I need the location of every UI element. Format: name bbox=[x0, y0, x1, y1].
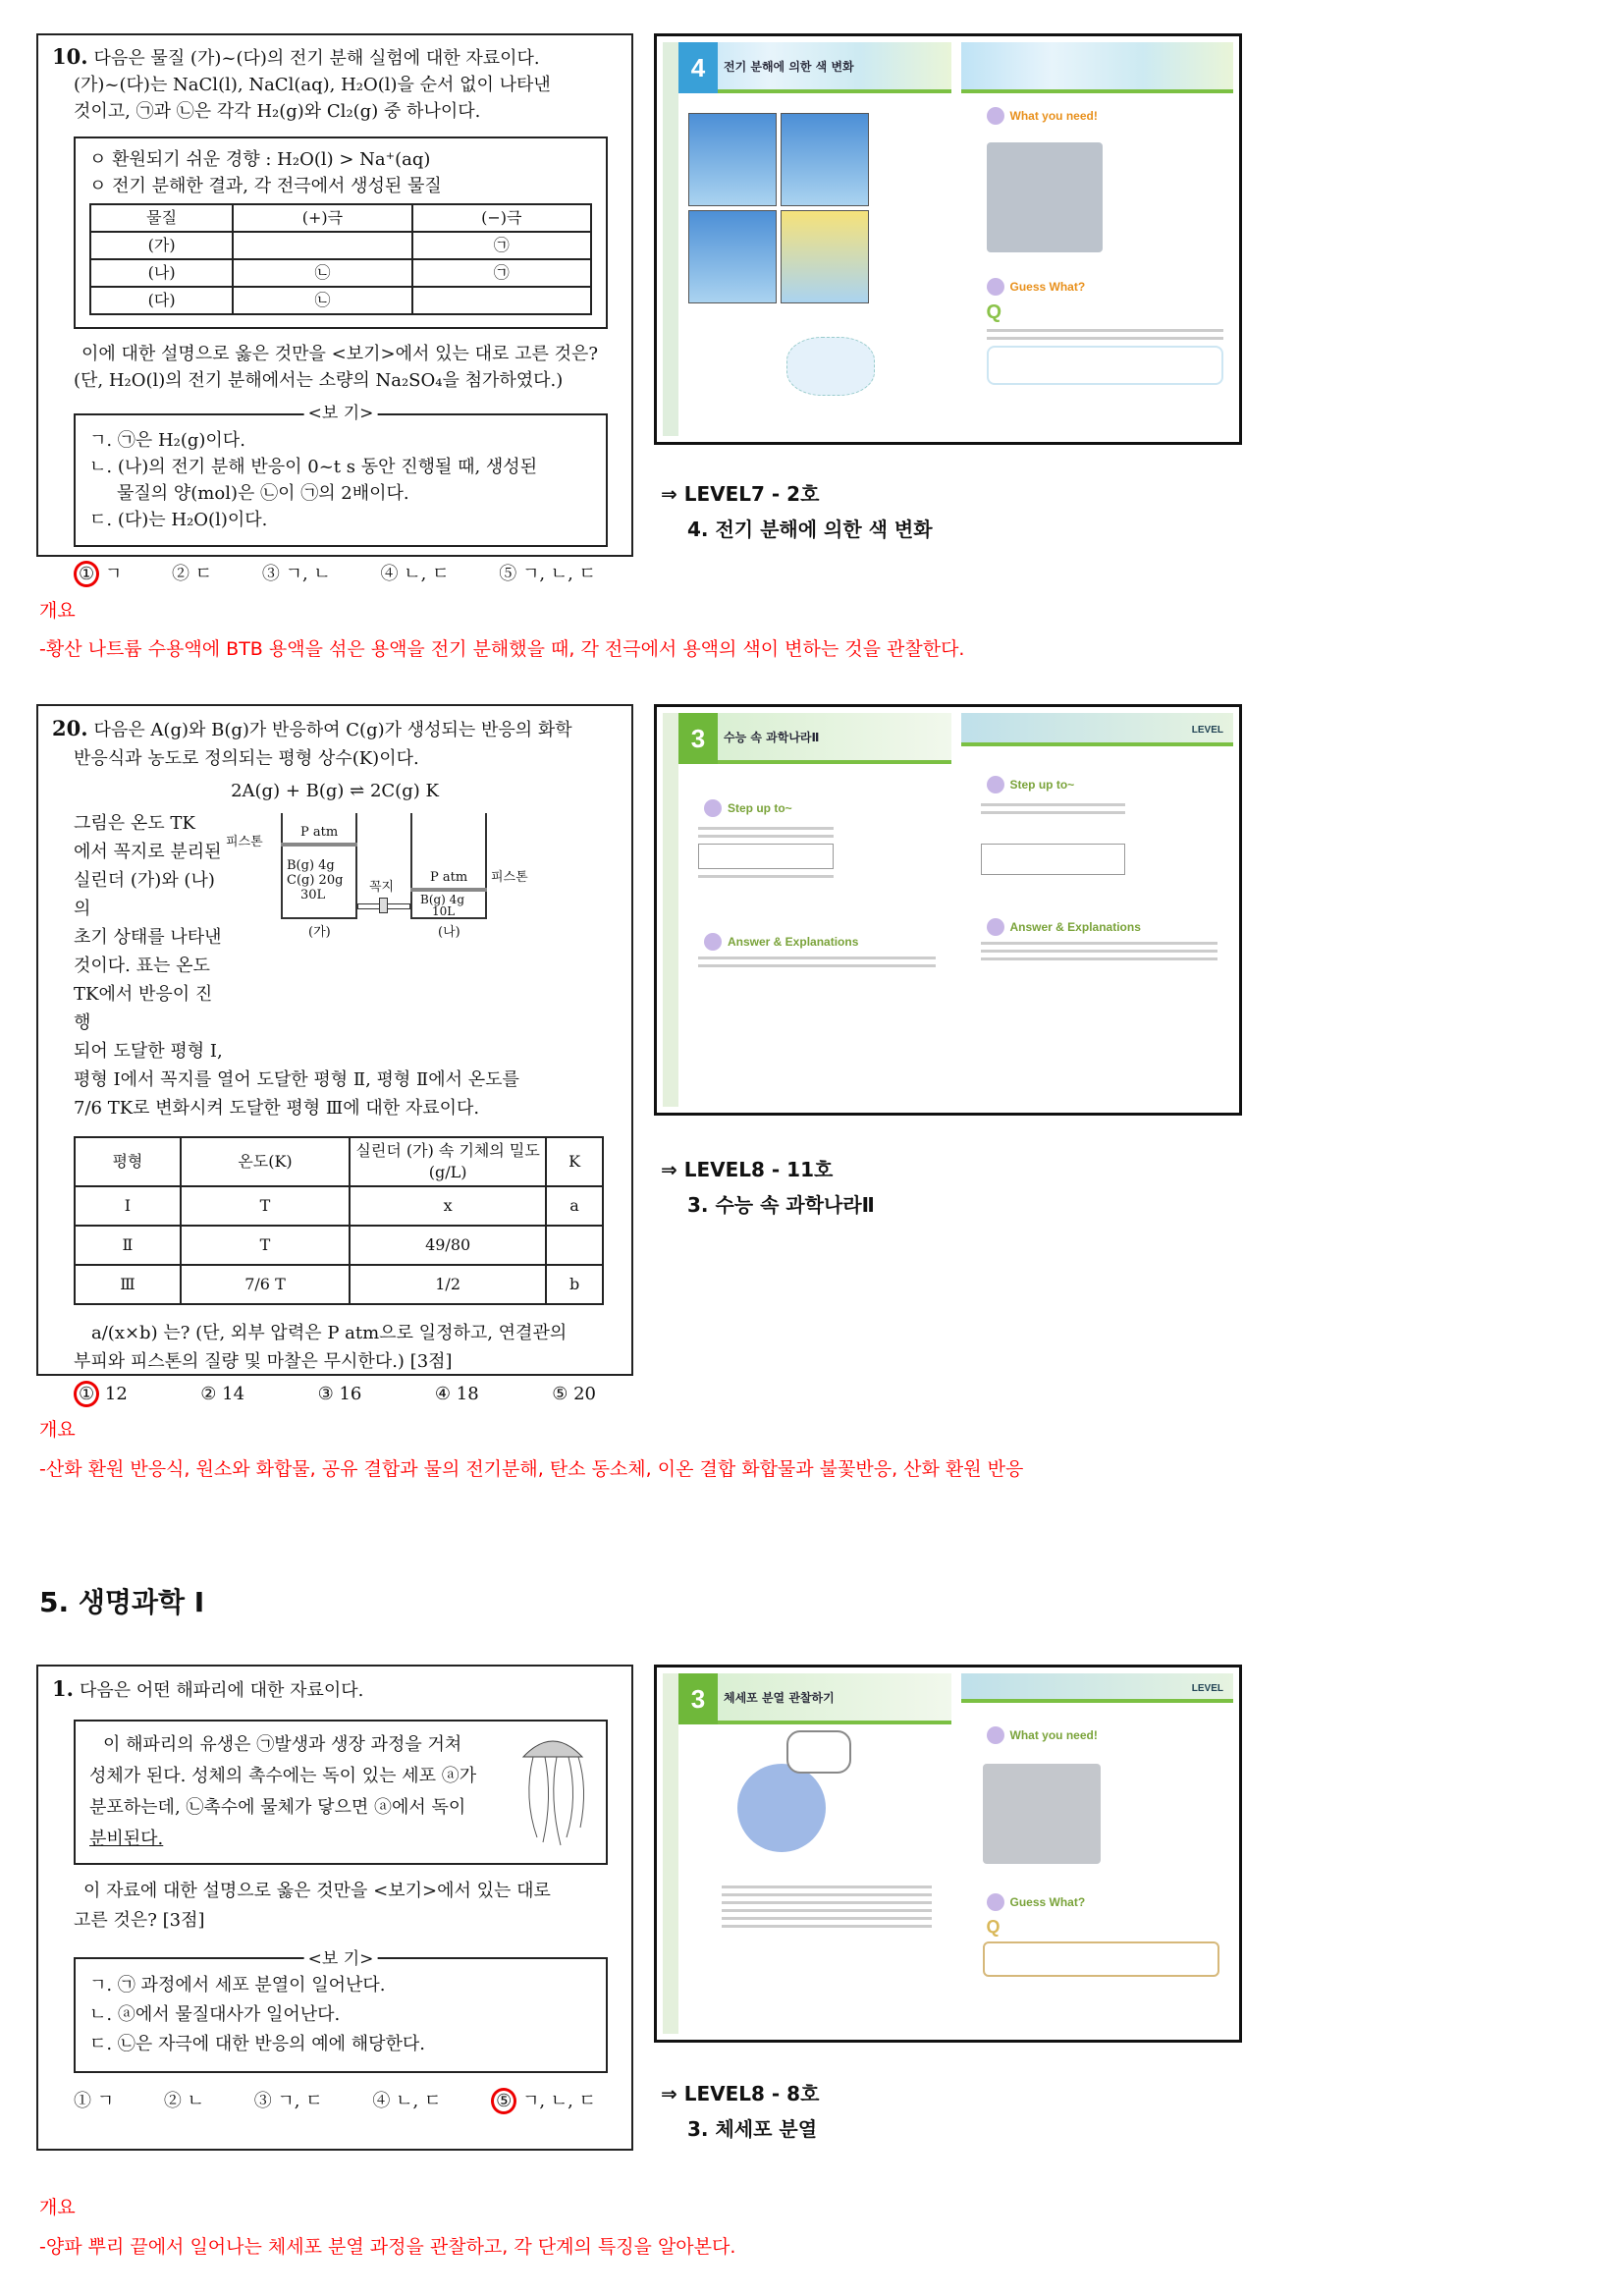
valve-label: 꼭지 bbox=[369, 880, 395, 895]
heading-text: Answer & Explanations bbox=[728, 935, 859, 949]
choice-3[interactable] bbox=[254, 2087, 323, 2116]
materials-photo bbox=[983, 1764, 1101, 1864]
answer-heading bbox=[704, 933, 951, 951]
level-badge: LEVEL bbox=[1191, 1683, 1223, 1694]
reference-level: ⇒ LEVEL7 - 2호 bbox=[661, 482, 820, 506]
table-row bbox=[75, 1265, 603, 1304]
piston-label: 피스톤 bbox=[226, 835, 263, 849]
page-header bbox=[961, 1673, 1234, 1703]
chapter-title: 체세포 분열 관찰하기 bbox=[724, 1691, 835, 1705]
choice-text: 18 bbox=[456, 1384, 479, 1404]
step-up-heading bbox=[987, 776, 1234, 793]
choice-num: ② bbox=[171, 564, 189, 584]
table-header: 물질 bbox=[90, 204, 233, 232]
question-line: (단, H₂O(l)의 전기 분해에서는 소량의 Na₂SO₄을 첨가하였다.) bbox=[74, 370, 564, 391]
answer-choices bbox=[52, 557, 618, 587]
bogi-item: ㄴ. (나)의 전기 분해 반응이 0~t s 동안 진행될 때, 생성된 bbox=[89, 457, 538, 477]
choice-num: ② bbox=[200, 1384, 217, 1404]
chapter-header bbox=[678, 713, 951, 764]
piston-b bbox=[410, 888, 487, 892]
choice-num: ③ bbox=[261, 564, 280, 584]
pressure-label: P atm bbox=[430, 870, 468, 885]
chapter-number: 3 bbox=[678, 713, 718, 764]
cell: a bbox=[546, 1186, 603, 1226]
speech-cloud bbox=[786, 337, 875, 396]
character-icon bbox=[987, 1726, 1004, 1744]
q-icon: Q bbox=[986, 1917, 1001, 1937]
text-line: TK에서 반응이 진행 bbox=[74, 984, 213, 1033]
cell: 7/6 T bbox=[181, 1265, 350, 1304]
question-line: a/(x×b) 는? (단, 외부 압력은 P atm으로 일정하고, 연결관의 bbox=[91, 1323, 568, 1343]
text-line: 7/6 TK로 변화시켜 도달한 평형 Ⅲ에 대한 자료이다. bbox=[74, 1098, 480, 1119]
answer-choices bbox=[52, 1376, 618, 1408]
answer-choices bbox=[52, 2083, 618, 2116]
text-line: 10L bbox=[432, 904, 456, 918]
stem-line: 다음은 물질 (가)~(다)의 전기 분해 실험에 대한 자료이다. bbox=[93, 48, 540, 69]
table-row bbox=[75, 1226, 603, 1265]
level-badge: LEVEL bbox=[1191, 725, 1223, 736]
page-header bbox=[961, 42, 1234, 93]
info-line: ㅇ 전기 분해한 결과, 각 전극에서 생성된 물질 bbox=[89, 176, 442, 196]
bogi-box bbox=[74, 404, 608, 547]
text-line: 30L bbox=[300, 888, 326, 902]
table-row bbox=[75, 1186, 603, 1226]
choice-num: ① bbox=[74, 2091, 91, 2111]
bogi-item: ㄱ. ㉠은 H₂(g)이다. bbox=[89, 430, 245, 451]
cell: ㉡ bbox=[233, 287, 411, 314]
choice-text: ㄱ, ㄷ bbox=[277, 2091, 323, 2111]
answer-box bbox=[987, 346, 1224, 385]
reference-title: 3. 수능 속 과학나라Ⅱ bbox=[687, 1193, 875, 1217]
bogi-item: ㄷ. ㉡은 자극에 대한 반응의 예에 해당한다. bbox=[89, 2034, 425, 2054]
cell: ㉠ bbox=[412, 259, 591, 287]
reference-title: 4. 전기 분해에 의한 색 변화 bbox=[687, 518, 933, 541]
stem-line: 다음은 어떤 해파리에 대한 자료이다. bbox=[79, 1680, 364, 1701]
summary-text: -황산 나트륨 수용액에 BTB 용액을 섞은 용액을 전기 분해했을 때, 각 전극에서 용액의 색이 변하는 것을 관찰한다. bbox=[39, 638, 965, 660]
choice-4[interactable] bbox=[381, 561, 450, 587]
text-line: 되어 도달한 평형 Ⅰ, bbox=[74, 1041, 223, 1062]
choice-num: ④ bbox=[372, 2091, 391, 2111]
cylinder-b-label: (나) bbox=[438, 925, 460, 940]
choice-text: 20 bbox=[573, 1384, 596, 1404]
answer-mark: ① bbox=[74, 1381, 99, 1407]
table-row bbox=[90, 287, 591, 314]
bogi-item: ㄴ. ⓐ에서 물질대사가 일어난다. bbox=[89, 2004, 341, 2025]
right-page bbox=[961, 1673, 1234, 2034]
reaction-equation: 2A(g) + B(g) ⇌ 2C(g) K bbox=[231, 781, 439, 801]
choice-text: ㄱ bbox=[104, 564, 123, 584]
heading-text: Answer & Explanations bbox=[1009, 920, 1141, 934]
question-line: 이 자료에 대한 설명으로 옳은 것만을 <보기>에서 있는 대로 bbox=[83, 1881, 551, 1901]
bogi-item: ㄱ. ㉠ 과정에서 세포 분열이 일어난다. bbox=[89, 1975, 386, 1995]
right-page bbox=[961, 713, 1234, 1107]
table-row bbox=[90, 232, 591, 259]
answer-mark: ⑤ bbox=[491, 2088, 516, 2114]
comic-panels bbox=[688, 113, 951, 303]
table-header: (−)극 bbox=[412, 204, 591, 232]
textbook-spread-1 bbox=[654, 33, 1242, 445]
character-icon bbox=[704, 933, 722, 951]
choice-5[interactable] bbox=[491, 2087, 596, 2116]
cell: b bbox=[546, 1265, 603, 1304]
choice-text: ㄷ bbox=[194, 564, 213, 584]
summary-text: -산화 환원 반응식, 원소와 화합물, 공유 결합과 물의 전기분해, 탄소 동소체, 이온 결합 화합물과 불꽃반응, 산화 환원 반응 bbox=[39, 1458, 1024, 1480]
table-row bbox=[90, 259, 591, 287]
cell bbox=[546, 1226, 603, 1265]
equilibrium-table bbox=[74, 1136, 604, 1305]
choice-text: ㄱ, ㄴ, ㄷ bbox=[521, 564, 596, 584]
choice-3[interactable] bbox=[262, 561, 331, 587]
choice-1[interactable] bbox=[74, 2087, 114, 2116]
chapter-header bbox=[678, 42, 951, 93]
text-line: 에서 꼭지로 분리된 bbox=[74, 842, 222, 862]
comic-panel bbox=[688, 113, 777, 206]
section-title: 5. 생명과학 Ⅰ bbox=[39, 1586, 205, 1618]
bogi-box bbox=[74, 1949, 608, 2073]
chapter-header bbox=[678, 1673, 951, 1724]
choice-text: ㄴ, ㄷ bbox=[404, 564, 450, 584]
stem-line: (가)~(다)는 NaCl(l), NaCl(aq), H₂O(l)을 순서 없이 나타낸 bbox=[74, 75, 551, 95]
table-header: 온도(K) bbox=[181, 1137, 350, 1186]
question-number: 20. bbox=[52, 716, 88, 740]
info-line: ㅇ 환원되기 쉬운 경향 : H₂O(l) > Na⁺(aq) bbox=[89, 149, 431, 170]
chapter-title: 전기 분해에 의한 색 변화 bbox=[724, 60, 854, 74]
pressure-label: P atm bbox=[300, 825, 339, 840]
text-line: B(g) 4g bbox=[420, 893, 464, 906]
cell: Ⅲ bbox=[75, 1265, 181, 1304]
reference-level: ⇒ LEVEL8 - 11호 bbox=[661, 1158, 834, 1181]
choice-text: 14 bbox=[222, 1384, 245, 1404]
step-up-heading bbox=[704, 799, 951, 817]
cylinder-a-contents bbox=[287, 858, 343, 902]
side-text bbox=[52, 809, 224, 1066]
guess-what-heading bbox=[987, 278, 1234, 296]
text-line: 분비된다. bbox=[89, 1829, 164, 1849]
heading-text: Step up to~ bbox=[728, 801, 792, 815]
choice-num: ② bbox=[163, 2091, 182, 2111]
valve-icon bbox=[379, 898, 388, 913]
question-number: 10. bbox=[52, 44, 88, 69]
answer-box bbox=[983, 1941, 1220, 1977]
reference-level: ⇒ LEVEL8 - 8호 bbox=[661, 2082, 820, 2105]
choice-5[interactable] bbox=[499, 561, 596, 587]
comic-panel bbox=[781, 210, 869, 303]
cell: T bbox=[181, 1226, 350, 1265]
choice-text: ㄱ, ㄴ, ㄷ bbox=[521, 2091, 596, 2111]
choice-num: ④ bbox=[380, 564, 399, 584]
choice-text: 12 bbox=[104, 1384, 128, 1404]
bogi-title: <보 기> bbox=[304, 401, 378, 427]
question-number: 1. bbox=[52, 1676, 74, 1701]
character-icon bbox=[987, 1893, 1004, 1911]
text-line: 초기 상태를 나타낸 bbox=[74, 927, 222, 948]
heading-text: Guess What? bbox=[1009, 280, 1086, 294]
answer-heading bbox=[987, 918, 1234, 936]
question-line: 이에 대한 설명으로 옳은 것만을 <보기>에서 있는 대로 고른 것은? bbox=[81, 344, 599, 364]
heading-text: What you need! bbox=[1009, 109, 1098, 123]
data-box bbox=[74, 137, 608, 329]
choice-1[interactable] bbox=[74, 561, 122, 587]
cell bbox=[233, 232, 411, 259]
heading-text: What you need! bbox=[1009, 1728, 1098, 1742]
text-line: 그림은 온도 TK bbox=[74, 813, 195, 834]
cylinder-a-label: (가) bbox=[308, 925, 331, 940]
text-line: 이 해파리의 유생은 ㉠발생과 생장 과정을 거쳐 bbox=[103, 1734, 462, 1755]
text-line: 성체가 된다. 성체의 촉수에는 독이 있는 세포 ⓐ가 bbox=[89, 1766, 477, 1786]
choice-num: ③ bbox=[317, 1384, 334, 1404]
cylinder-b-contents bbox=[420, 894, 464, 917]
choice-2[interactable] bbox=[172, 561, 212, 587]
what-you-need-heading bbox=[987, 1726, 1234, 1744]
question-20 bbox=[36, 704, 633, 1404]
character-icon bbox=[987, 107, 1004, 125]
scientist-illustration bbox=[737, 1764, 826, 1852]
text-line: 분포하는데, ㉡촉수에 물체가 닿으면 ⓐ에서 독이 bbox=[89, 1797, 466, 1818]
cell: (다) bbox=[90, 287, 233, 314]
question-line: 고른 것은? [3점] bbox=[74, 1910, 205, 1931]
cell: (나) bbox=[90, 259, 233, 287]
comic-panel bbox=[781, 113, 869, 206]
materials-photo bbox=[987, 142, 1103, 252]
cell: (가) bbox=[90, 232, 233, 259]
choice-num: ④ bbox=[434, 1384, 452, 1404]
stem-line: 다음은 A(g)와 B(g)가 반응하여 C(g)가 생성되는 반응의 화학 bbox=[93, 720, 572, 740]
table-header: K bbox=[546, 1137, 603, 1186]
table-header: (+)극 bbox=[233, 204, 411, 232]
character-icon bbox=[704, 799, 722, 817]
bogi-item: ㄷ. (다)는 H₂O(l)이다. bbox=[89, 510, 268, 530]
question-1 bbox=[36, 1665, 633, 2151]
electrolysis-table bbox=[89, 203, 592, 315]
summary-label: 개요 bbox=[39, 1419, 76, 1441]
left-page bbox=[663, 1673, 951, 2034]
cell bbox=[412, 287, 591, 314]
page-header bbox=[961, 713, 1234, 746]
cell: ㉡ bbox=[233, 259, 411, 287]
summary-text: -양파 뿌리 끝에서 일어나는 체세포 분열 과정을 관찰하고, 각 단계의 특징을 알아본다. bbox=[39, 2236, 736, 2258]
answer-mark: ① bbox=[74, 561, 99, 587]
choice-text: ㄴ, ㄷ bbox=[396, 2091, 442, 2111]
jellyfish-info-box bbox=[74, 1720, 608, 1865]
text-line: 것이다. 표는 온도 bbox=[74, 956, 210, 976]
stem-line: 반응식과 농도로 정의되는 평형 상수(K)이다. bbox=[74, 748, 419, 769]
cell: 49/80 bbox=[350, 1226, 546, 1265]
character-icon bbox=[987, 776, 1004, 793]
reference-title: 3. 체세포 분열 bbox=[687, 2117, 818, 2141]
choice-4[interactable] bbox=[372, 2087, 441, 2116]
text-line: 평형 Ⅰ에서 꼭지를 열어 도달한 평형 Ⅱ, 평형 Ⅱ에서 온도를 bbox=[74, 1069, 519, 1090]
choice-text: ㄴ bbox=[187, 2091, 204, 2111]
what-you-need-heading bbox=[987, 107, 1234, 125]
table-header: 평형 bbox=[75, 1137, 181, 1186]
chapter-number: 3 bbox=[678, 1673, 718, 1724]
choice-num: ⑤ bbox=[552, 1384, 568, 1404]
choice-1[interactable] bbox=[74, 1380, 128, 1408]
cell: ㉠ bbox=[412, 232, 591, 259]
guess-what-heading bbox=[987, 1893, 1234, 1911]
text-line: 실린더 (가)와 (나)의 bbox=[74, 870, 215, 919]
textbook-spread-3 bbox=[654, 1665, 1242, 2043]
left-page bbox=[663, 713, 951, 1107]
choice-5[interactable] bbox=[552, 1380, 596, 1408]
choice-text: 16 bbox=[339, 1384, 362, 1404]
bogi-title: <보 기> bbox=[304, 1944, 378, 1974]
textbook-spread-2 bbox=[654, 704, 1242, 1116]
text-line: C(g) 20g bbox=[287, 873, 344, 888]
choice-2[interactable] bbox=[164, 2087, 204, 2116]
left-page bbox=[663, 42, 951, 436]
text-line: B(g) 4g bbox=[287, 858, 335, 873]
cell: Ⅰ bbox=[75, 1186, 181, 1226]
jellyfish-illustration bbox=[514, 1729, 592, 1847]
choice-4[interactable] bbox=[435, 1380, 479, 1408]
cell: T bbox=[181, 1186, 350, 1226]
chapter-number: 4 bbox=[678, 42, 718, 93]
question-10 bbox=[36, 33, 633, 584]
table-header: 실린더 (가) 속 기체의 밀도(g/L) bbox=[350, 1137, 546, 1186]
piston-a bbox=[281, 843, 357, 847]
choice-text: ㄱ bbox=[96, 2091, 115, 2111]
bogi-item: 물질의 양(mol)은 ㉡이 ㉠의 2배이다. bbox=[117, 483, 409, 504]
comic-panel bbox=[688, 210, 777, 303]
character-icon bbox=[987, 278, 1004, 296]
thought-bubble bbox=[786, 1730, 851, 1774]
cell: 1/2 bbox=[350, 1265, 546, 1304]
choice-text: ㄱ, ㄴ bbox=[285, 564, 331, 584]
choice-2[interactable] bbox=[200, 1380, 244, 1408]
summary-label: 개요 bbox=[39, 2197, 76, 2218]
choice-num: ③ bbox=[253, 2091, 272, 2111]
right-page bbox=[961, 42, 1234, 436]
choice-3[interactable] bbox=[318, 1380, 362, 1408]
cylinder-figure bbox=[224, 809, 618, 1066]
question-line: 부피와 피스톤의 질량 및 마찰은 무시한다.) [3점] bbox=[74, 1351, 453, 1372]
heading-text: Step up to~ bbox=[1009, 778, 1075, 792]
character-icon bbox=[987, 918, 1004, 936]
piston-label: 피스톤 bbox=[491, 870, 528, 885]
summary-label: 개요 bbox=[39, 600, 76, 622]
cell: Ⅱ bbox=[75, 1226, 181, 1265]
chapter-title: 수능 속 과학나라Ⅱ bbox=[724, 731, 820, 744]
heading-text: Guess What? bbox=[1009, 1895, 1086, 1909]
q-icon: Q bbox=[986, 301, 1002, 323]
cell: x bbox=[350, 1186, 546, 1226]
choice-num: ⑤ bbox=[499, 564, 517, 584]
stem-line: 것이고, ㉠과 ㉡은 각각 H₂(g)와 Cl₂(g) 중 하나이다. bbox=[74, 101, 481, 122]
